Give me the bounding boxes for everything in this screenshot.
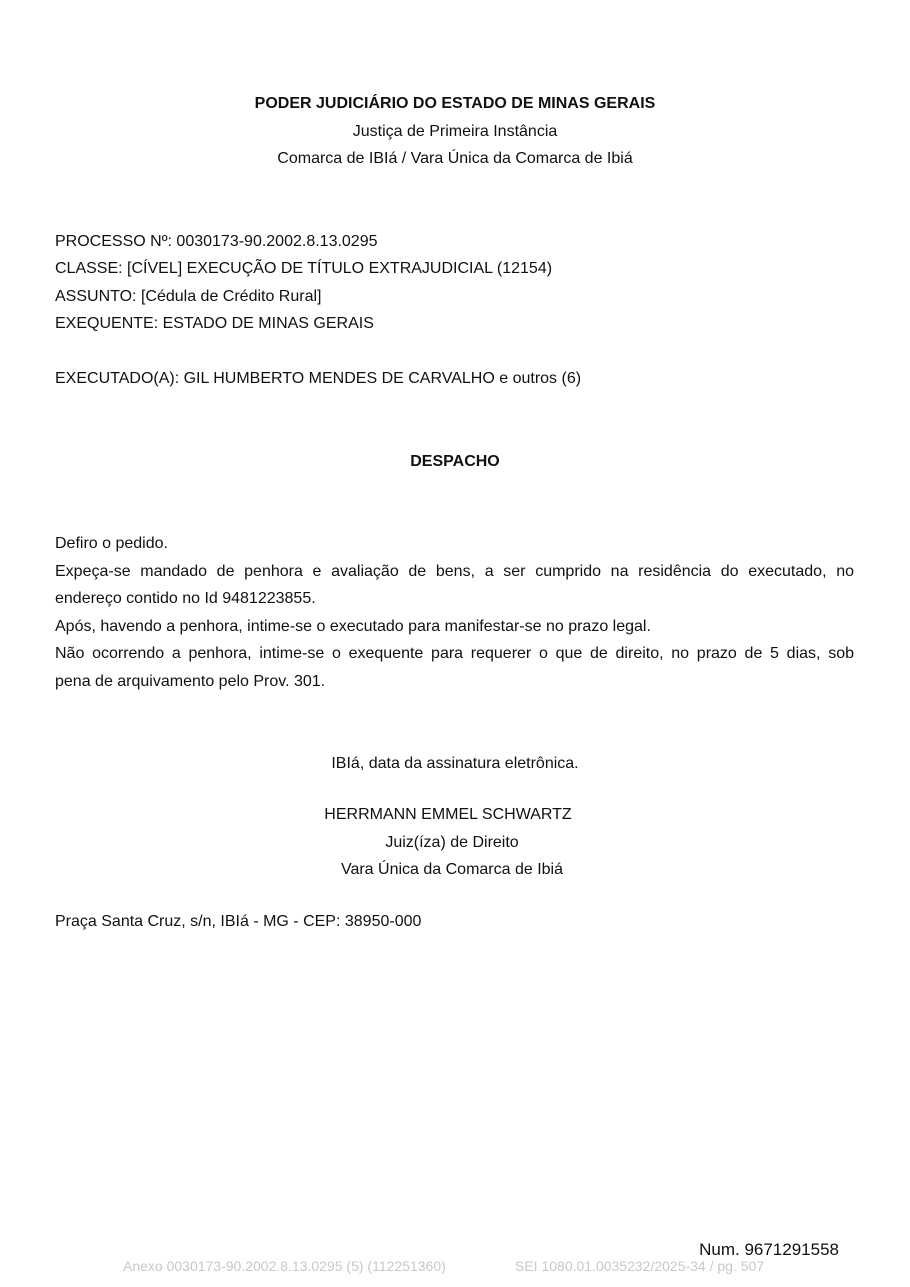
district-line: Comarca de IBIá / Vara Única da Comarca de Ibiá: [277, 150, 633, 167]
case-class: CLASSE: [CÍVEL] EXECUÇÃO DE TÍTULO EXTRAJUDICIAL (12154): [55, 260, 553, 277]
document-title: DESPACHO: [410, 453, 500, 470]
paragraph-2-line-1: Expeça-se mandado de penhora e avaliação de bens, a ser cumprido na residência do executado, no: [55, 563, 854, 580]
plaintiff: EXEQUENTE: ESTADO DE MINAS GERAIS: [55, 315, 374, 332]
paragraph-4-line-2: pena de arquivamento pelo Prov. 301.: [55, 673, 326, 690]
place-date: IBIá, data da assinatura eletrônica.: [331, 755, 579, 772]
paragraph-4-line-1: Não ocorrendo a penhora, intime-se o exequente para requerer o que de direito, no prazo de 5 dias, sob: [55, 645, 854, 662]
court-address: Praça Santa Cruz, s/n, IBIá - MG - CEP: 38950-000: [55, 913, 422, 930]
judge-role: Juiz(íza) de Direito: [385, 834, 519, 851]
court-unit: Vara Única da Comarca de Ibiá: [340, 861, 564, 878]
process-number: PROCESSO Nº: 0030173-90.2002.8.13.0295: [55, 233, 378, 250]
paragraph-3: Após, havendo a penhora, intime-se o executado para manifestar-se no prazo legal.: [55, 618, 651, 635]
paragraph-1: Defiro o pedido.: [55, 535, 168, 552]
judge-name: HERRMANN EMMEL SCHWARTZ: [324, 806, 572, 823]
instance-line: Justiça de Primeira Instância: [352, 123, 558, 140]
court-header: PODER JUDICIÁRIO DO ESTADO DE MINAS GERAIS: [254, 95, 656, 112]
document-number: Num. 9671291558: [699, 1240, 839, 1259]
defendant: EXECUTADO(A): GIL HUMBERTO MENDES DE CARVALHO e outros (6): [55, 370, 582, 387]
case-subject: ASSUNTO: [Cédula de Crédito Rural]: [55, 288, 322, 305]
footer-annex: Anexo 0030173-90.2002.8.13.0295 (5) (112251360): [123, 1258, 446, 1274]
paragraph-2-line-2: endereço contido no Id 9481223855.: [55, 590, 316, 607]
footer-sei: SEI 1080.01.0035232/2025-34 / pg. 507: [515, 1258, 765, 1274]
